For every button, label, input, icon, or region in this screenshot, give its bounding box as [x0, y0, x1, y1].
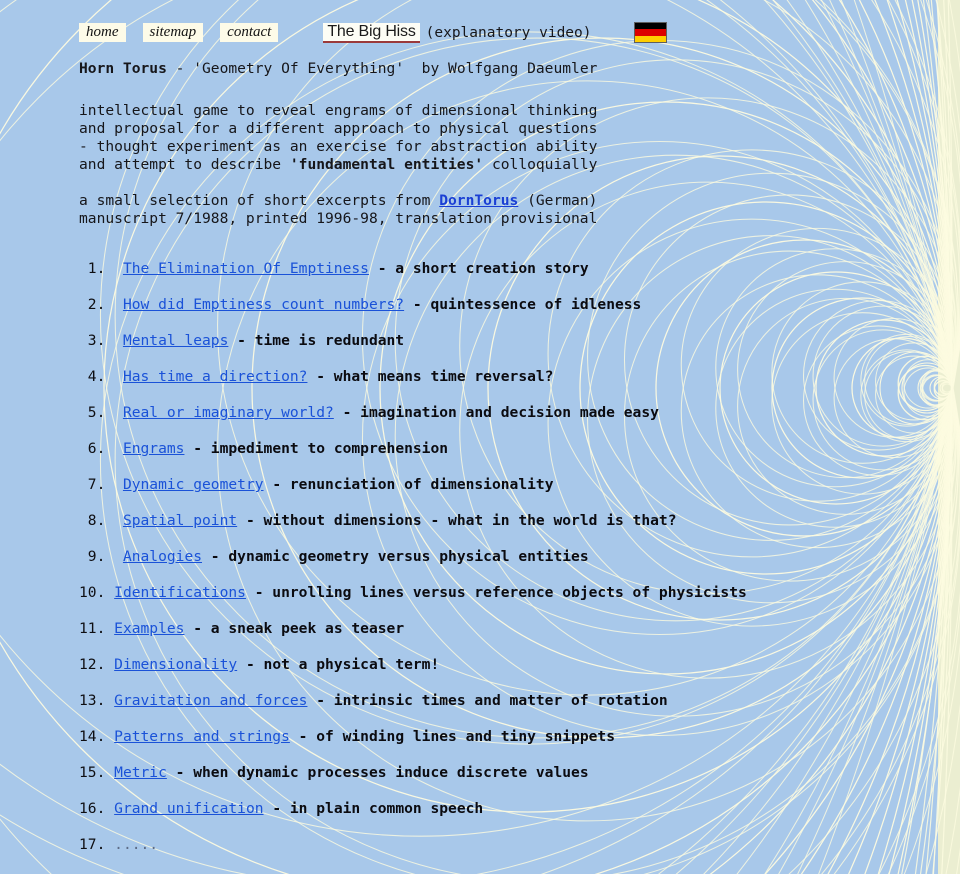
chapter-number: 10.: [79, 584, 115, 601]
chapter-description: - without dimensions - what in the world is that?: [237, 512, 677, 529]
source-line-1-post: (German): [518, 192, 598, 209]
chapter-number: 13.: [79, 692, 115, 709]
chapter-row: [79, 548, 939, 566]
german-flag-icon[interactable]: [634, 22, 667, 43]
chapter-description: - impediment to comprehension: [184, 440, 449, 457]
chapter-description: - time is redundant: [228, 332, 405, 349]
dorntorus-link[interactable]: DornTorus: [439, 192, 519, 209]
chapter-number: 5.: [79, 404, 123, 421]
chapter-description: - not a physical term!: [237, 656, 440, 673]
chapter-number: 1.: [79, 260, 123, 277]
chapter-number: 6.: [79, 440, 123, 457]
chapter-link[interactable]: Metric: [114, 764, 167, 781]
chapter-link[interactable]: Gravitation and forces: [114, 692, 308, 709]
chapter-row: [79, 764, 939, 782]
chapter-row: [79, 620, 939, 638]
intro-paragraph: [79, 102, 939, 174]
chapter-description: - what means time reversal?: [307, 368, 554, 385]
chapter-row: [79, 440, 939, 458]
chapter-number: 16.: [79, 800, 115, 817]
chapter-number: 4.: [79, 368, 123, 385]
chapter-row: [79, 836, 939, 854]
chapter-number: 15.: [79, 764, 115, 781]
chapter-description: - in plain common speech: [263, 800, 484, 817]
chapter-number: 8.: [79, 512, 123, 529]
chapter-number: 11.: [79, 620, 115, 637]
chapter-link[interactable]: Real or imaginary world?: [122, 404, 334, 421]
chapter-link[interactable]: The Elimination Of Emptiness: [122, 260, 369, 277]
chapter-link[interactable]: Identifications: [114, 584, 246, 601]
chapter-link[interactable]: Dimensionality: [114, 656, 238, 673]
chapter-link[interactable]: Dynamic geometry: [122, 476, 264, 493]
chapter-description: - a short creation story: [368, 260, 589, 277]
chapter-number: 3.: [79, 332, 123, 349]
chapter-link[interactable]: Mental leaps: [122, 332, 229, 349]
chapter-number: 9.: [79, 548, 123, 565]
chapter-row: [79, 800, 939, 818]
chapter-number: 7.: [79, 476, 123, 493]
chapter-number: 2.: [79, 296, 123, 313]
chapter-description: - imagination and decision made easy: [333, 404, 659, 421]
chapter-row: [79, 584, 939, 602]
chapter-description: - dynamic geometry versus physical entities: [202, 548, 589, 565]
page-title-bold: Horn Torus: [79, 60, 167, 77]
intro-line-4-post: colloquially: [483, 156, 598, 173]
chapter-row: [79, 332, 939, 350]
chapter-link[interactable]: How did Emptiness count numbers?: [122, 296, 405, 313]
chapter-description: - intrinsic times and matter of rotation: [307, 692, 668, 709]
chapter-row: [79, 296, 939, 314]
chapter-row: [79, 728, 939, 746]
chapter-description: - when dynamic processes induce discrete values: [166, 764, 589, 781]
chapter-description: - quintessence of idleness: [404, 296, 642, 313]
nav-sitemap[interactable]: sitemap: [143, 23, 204, 42]
chapter-row: [79, 512, 939, 530]
chapter-row: [79, 692, 939, 710]
nav-home[interactable]: home: [79, 23, 126, 42]
chapter-row: [79, 656, 939, 674]
chapter-row: [79, 260, 939, 278]
chapter-description: - a sneak peek as teaser: [184, 620, 405, 637]
chapter-list: [79, 260, 939, 854]
source-line-1-pre: a small selection of short excerpts from: [79, 192, 440, 209]
chapter-number: 17.: [79, 836, 115, 853]
intro-line-2: and proposal for a different approach to physical questions: [79, 120, 598, 137]
chapter-description: - of winding lines and tiny snippets: [289, 728, 615, 745]
page-title: [79, 58, 939, 79]
chapter-description: - unrolling lines versus reference objects of physicists: [245, 584, 747, 601]
chapter-row: [79, 368, 939, 386]
source-paragraph: [79, 192, 939, 228]
big-hiss-video-link[interactable]: The Big Hiss: [323, 23, 419, 43]
chapter-placeholder-dots: .....: [114, 836, 159, 853]
top-navigation: [79, 22, 667, 43]
chapter-row: [79, 476, 939, 494]
explanatory-video-note: (explanatory video): [425, 24, 592, 41]
chapter-link[interactable]: Examples: [114, 620, 185, 637]
flag-stripe-gold: [635, 36, 666, 42]
chapter-link[interactable]: Analogies: [122, 548, 203, 565]
chapter-link[interactable]: Patterns and strings: [114, 728, 290, 745]
chapter-link[interactable]: Has time a direction?: [122, 368, 308, 385]
chapter-row: [79, 404, 939, 422]
nav-contact[interactable]: contact: [220, 23, 278, 42]
intro-line-4-bold: 'fundamental entities': [289, 156, 484, 173]
page-title-rest: - 'Geometry Of Everything' by Wolfgang Daeumler: [166, 60, 598, 77]
source-line-2: manuscript 7/1988, printed 1996-98, translation provisional: [79, 210, 598, 227]
chapter-link[interactable]: Spatial point: [122, 512, 238, 529]
intro-line-1: intellectual game to reveal engrams of dimensional thinking: [79, 102, 598, 119]
main-content: [79, 58, 939, 872]
intro-line-4-pre: and attempt to describe: [79, 156, 290, 173]
chapter-number: 12.: [79, 656, 115, 673]
chapter-link[interactable]: Engrams: [122, 440, 185, 457]
chapter-link[interactable]: Grand unification: [114, 800, 264, 817]
intro-line-3: - thought experiment as an exercise for abstraction ability: [79, 138, 598, 155]
chapter-description: - renunciation of dimensionality: [263, 476, 554, 493]
chapter-number: 14.: [79, 728, 115, 745]
